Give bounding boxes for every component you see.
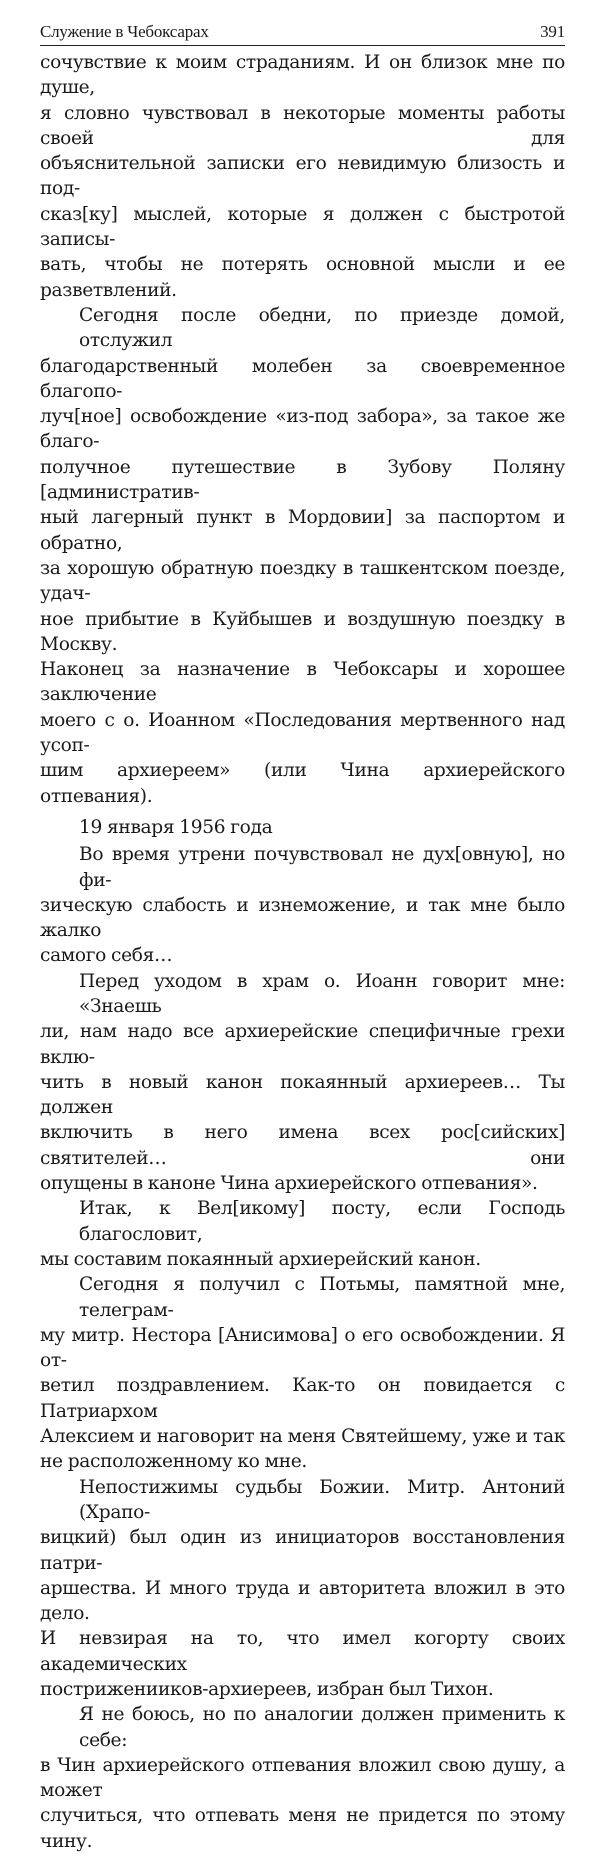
date-text: 19 января 1956 года <box>79 816 273 838</box>
paragraph <box>40 969 565 1197</box>
text-line: Наконец за назначение в Чебоксары и хорошее заключение <box>40 659 565 706</box>
diary-date-heading <box>40 815 565 840</box>
text-line: луч[ное] освобождение «из-под забора», за такое же благо- <box>40 406 565 453</box>
paragraph <box>40 303 565 809</box>
text-line: самого себя… <box>40 945 173 967</box>
text-line: мы составим покаянный архиерейский канон. <box>40 1248 481 1270</box>
running-title: Служение в Чебоксарах <box>40 22 209 41</box>
text-line: Сегодня после обедни, по приезде домой, отслужил <box>79 304 565 352</box>
page-number: 391 <box>540 22 565 41</box>
text-line: шим архиереем» (или Чина архиерейского отпевания). <box>40 760 565 807</box>
text-line: Алексием и наговорит на меня Святейшему, уже и так <box>40 1426 565 1448</box>
text-line: сказ[ку] мыслей, которые я должен с быстротой записы- <box>40 203 565 251</box>
text-line: зическую слабость и изнеможение, и так мне было жалко <box>40 894 565 942</box>
paragraph-continuation <box>40 50 565 303</box>
text-line: опущены в каноне Чина архиерейского отпевания». <box>40 1173 538 1195</box>
text-line: ный лагерный пункт в Мордовии] за паспортом и обратно, <box>40 507 565 554</box>
text-line: включить в него имена всех рос[сийских] святителей… они <box>40 1122 565 1169</box>
text-line: Непостижимы судьбы Божии. Митр. Антоний (Храпо- <box>79 1476 565 1523</box>
text-line: И невзирая на то, что имел когорту своих академических <box>40 1628 565 1675</box>
text-line: сочувствие к моим страданиям. И он близок мне по душе, <box>40 52 565 99</box>
text-line: постриженииков-архиереев, избран был Тихон. <box>40 1679 494 1700</box>
text-line: объяснительной записки его невидимую близость и под- <box>40 153 565 200</box>
text-line: аршества. И много труда и авторитета вложил в это дело. <box>40 1577 565 1625</box>
text-line: получное путешествие в Зубову Поляну [административ- <box>40 456 565 504</box>
text-line: ли, нам надо все архиерейские специфичные грехи вклю- <box>40 1021 565 1068</box>
text-line: му митр. Нестора [Анисимова] о его освобождении. Я от- <box>40 1324 565 1372</box>
paragraph <box>40 1196 565 1272</box>
text-line: Я не боюсь, но по аналогии должен применить к себе: <box>79 1704 565 1751</box>
body-text <box>40 50 565 1854</box>
text-line: Перед уходом в храм о. Иоанн говорит мне: «Знаешь <box>79 970 565 1017</box>
text-line: вицкий) был один из инициаторов восстановления патри- <box>40 1527 565 1574</box>
paragraph <box>40 1475 565 1703</box>
text-line: не расположенному ко мне. <box>40 1451 307 1473</box>
text-line: Сегодня я получил с Потьмы, памятной мне, телеграм- <box>79 1274 565 1321</box>
text-line: Итак, к Вел[икому] посту, если Господь благословит, <box>79 1198 565 1245</box>
text-line: ное прибытие в Куйбышев и воздушную поездку в Москву. <box>40 608 565 655</box>
text-line: в Чин архиерейского отпевания вложил свою душу, а может <box>40 1754 565 1802</box>
text-line: вать, чтобы не потерять основной мысли и ее разветвлений. <box>40 254 565 301</box>
text-line: моего с о. Иоанном «Последования мертвенного над усоп- <box>40 709 565 757</box>
text-line: за хорошую обратную поездку в ташкентском поезде, удач- <box>40 557 565 605</box>
text-line: ветил поздравлением. Как-то он повидается с Патриархом <box>40 1375 565 1422</box>
running-header <box>40 22 565 46</box>
text-line: чить в новый канон покаянный архиереев… Ты должен <box>40 1071 565 1119</box>
text-line: благодарственный молебен за своевременное благопо- <box>40 355 565 402</box>
text-line: я словно чувствовал в некоторые моменты работы своей для <box>40 102 565 149</box>
paragraph <box>40 842 565 968</box>
text-line: Во время утрени почувствовал не дух[овную], но фи- <box>79 844 565 891</box>
paragraph <box>40 1702 565 1854</box>
paragraph <box>40 1272 565 1474</box>
text-line: случиться, что отпевать меня не придется по этому чину. <box>40 1805 565 1852</box>
book-page <box>40 22 565 1854</box>
